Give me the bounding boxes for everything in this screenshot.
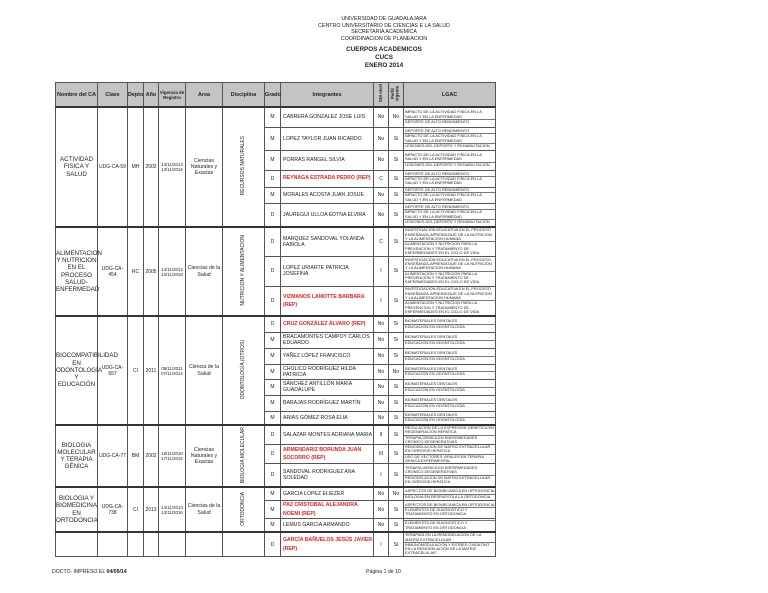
member-grado: D xyxy=(265,256,281,286)
lgac-item: TERAPIA GENICA EN ENFERMEDADES CRONICO DEGENERATIVAS xyxy=(405,434,478,444)
ca-vigencia: 14/11/2013 13/11/2016 xyxy=(159,487,186,532)
coordination-name: COORDINACION DE PLANEACION xyxy=(340,35,428,42)
lgac-item: INVESTIGACION EDUCATIVA EN EL PROCESO ENSEÑANZA-APRENDIZAJE DE LA NUTRICION Y LA ALIMENTACION HUMANA xyxy=(404,287,495,301)
member-grado: M xyxy=(265,187,281,203)
member-name: MARQUEZ SANDOVAL YOLANDA FABIOLA xyxy=(281,227,374,256)
member-lgac xyxy=(404,487,496,501)
member-perfil: Si xyxy=(389,127,404,150)
disciplina-label: ORTODONCIA xyxy=(239,491,246,526)
member-lgac xyxy=(404,107,496,127)
member-name: LOPEZ URIARTE PATRICIA JOSEFINA xyxy=(281,256,374,286)
member-name: ARIAS GÓMEZ ROSA ELIA xyxy=(281,411,374,425)
member-grado: M xyxy=(265,107,281,127)
col-perfil-label: Perfil vigente xyxy=(390,85,400,102)
center-name: CENTRO UNIVERSITARIO DE CIENCIAS E LA SALUD xyxy=(318,22,450,29)
member-name: PORRAS RANGEL SILVIA xyxy=(281,150,374,170)
lgac-item: INVESTIGACION EDUCATIVA EN EL PROCESO ENSEÑANZA-APRENDIZAJE DE LA NUTRICION Y LA ALIMENTACION HUMANA xyxy=(404,258,495,272)
member-name: LEMUS GARCIA ARMANDO xyxy=(281,518,374,532)
lgac-list xyxy=(404,520,495,530)
member-name: REYNAGA ESTRADA PEDRO (REP) xyxy=(281,170,374,187)
member-perfil: Si xyxy=(389,518,404,532)
member-sni: No xyxy=(374,395,389,411)
member-lgac xyxy=(404,532,496,556)
col-integrantes: Integrantes xyxy=(281,83,374,108)
lgac-item: DEPORTE DE ALTO RENDIMIENTO xyxy=(404,129,495,134)
member-grado: M xyxy=(265,332,281,348)
member-sni: C xyxy=(374,227,389,256)
member-perfil: Si xyxy=(389,332,404,348)
lgac-list xyxy=(404,413,495,423)
disciplina-label: RECURSOS NATURALES xyxy=(239,136,246,196)
lgac-item: LESIONES DEL DEPORTE Y REHABILITACION xyxy=(405,161,490,167)
member-lgac xyxy=(404,127,496,150)
col-area: Area xyxy=(186,83,223,108)
member-lgac xyxy=(404,316,496,332)
member-lgac xyxy=(404,464,496,487)
member-lgac xyxy=(404,364,496,379)
ca-depto: BM xyxy=(128,425,144,487)
lgac-item: BIOMATERIALES DENTALES xyxy=(404,335,495,340)
lgac-list xyxy=(404,398,495,408)
member-sni: No xyxy=(374,203,389,227)
ca-vigencia: 08/11/2011 07/11/2014 xyxy=(159,316,186,425)
member-sni: No xyxy=(374,379,389,395)
member-lgac xyxy=(404,379,496,395)
member-sni: No xyxy=(374,364,389,379)
lgac-item: EDUCACIÓN EN ODONTOLOGÍA xyxy=(405,386,465,392)
col-grado: Grado xyxy=(265,83,281,108)
ca-disciplina xyxy=(223,532,265,556)
member-name: VIZMANOS LAMOTTE BARBARA (REP) xyxy=(281,286,374,316)
table-row xyxy=(56,425,496,445)
lgac-item: USO DE VECTORES VIRALES EN TERAPIA GENICA EXPERIMENTAL xyxy=(405,453,484,464)
col-vigencia: Vigencia de Registro xyxy=(159,83,186,108)
member-name: BARAJAS RODRÍGUEZ MARTÍN xyxy=(281,395,374,411)
ca-area: Ciencias de la Salud xyxy=(186,227,223,316)
lgac-list xyxy=(404,489,495,499)
lgac-item: ASPECTOS DE BIOMECANICA EN ORTODONCIA xyxy=(405,501,495,507)
ca-anio: 2011 xyxy=(144,316,159,425)
ca-anio: 2002 xyxy=(144,425,159,487)
lgac-item: BIOMATERIALES DENTALES xyxy=(404,367,495,372)
member-grado: M xyxy=(265,501,281,518)
ca-anio: 2005 xyxy=(144,227,159,316)
lgac-item: EDUCACIÓN EN ODONTOLOGÍA xyxy=(405,339,465,345)
lgac-list xyxy=(404,153,495,167)
table-body xyxy=(56,107,496,556)
member-sni: II xyxy=(374,425,389,445)
member-sni: No xyxy=(374,107,389,127)
member-sni: I xyxy=(374,464,389,487)
ca-depto: MH xyxy=(128,107,144,227)
member-perfil: Si xyxy=(389,501,404,518)
disciplina-label: ODONTOLOGÍA (OTROS) xyxy=(239,339,246,400)
table-row xyxy=(56,316,496,332)
member-sni: No xyxy=(374,501,389,518)
lgac-item: BIOMATERIALES DENTALES xyxy=(404,413,495,418)
member-lgac xyxy=(404,150,496,170)
report-title xyxy=(0,46,768,71)
ca-anio: 2002 xyxy=(144,107,159,227)
university-name: UNIVERSIDAD DE GUADALAJARA xyxy=(341,16,427,22)
member-lgac xyxy=(404,445,496,464)
ca-depto: CI xyxy=(128,487,144,532)
member-name: ARMENDARIZ BORUNDA JUAN SOCORRO (REP) xyxy=(281,445,374,464)
lgac-list xyxy=(404,110,495,124)
member-name: LOPEZ TAYLOR JUAN RICARDO xyxy=(281,127,374,150)
member-lgac xyxy=(404,411,496,425)
member-name: GARCIA LOPEZ ELIEZER xyxy=(281,487,374,501)
lgac-item: EDUCACIÓN EN ODONTOLOGÍA xyxy=(405,417,465,423)
member-grado: D xyxy=(265,170,281,187)
ca-clave: UDG-CA-77 xyxy=(98,425,128,487)
member-sni: No xyxy=(374,411,389,425)
member-name: JAUREGUI ULLOA EDTNA ELVIRA xyxy=(281,203,374,227)
table-header-row xyxy=(56,83,496,108)
ca-name xyxy=(56,532,98,556)
member-sni: I xyxy=(374,256,389,286)
member-sni: No xyxy=(374,332,389,348)
academic-bodies-table xyxy=(55,82,496,557)
member-lgac xyxy=(404,501,496,518)
ca-depto: CI xyxy=(128,316,144,425)
table-row xyxy=(56,532,496,556)
lgac-list xyxy=(404,188,495,202)
lgac-item: BIOMATERIALES DENTALES xyxy=(404,382,495,387)
member-lgac xyxy=(404,227,496,256)
ca-clave: UDG-CA-454 xyxy=(98,227,128,316)
lgac-item: IMPACTO DE LA ACTIVIDAD FISICA EN LA SALUD Y EN LA ENFERMEDAD xyxy=(404,153,495,163)
col-anio: Año xyxy=(144,83,159,108)
member-sni: No xyxy=(374,316,389,332)
lgac-list xyxy=(404,228,495,255)
lgac-list xyxy=(404,533,495,555)
ca-area: Ciencia de la Salud xyxy=(186,316,223,425)
member-grado: D xyxy=(265,445,281,464)
lgac-item: INMUNOMODULACION Y ESTRES OXIDATIVO EN LA REMODELACIÓN DE LA MATRIZ EXTRACELULAR xyxy=(405,541,490,556)
lgac-item: BIOMATERIALES DENTALES xyxy=(404,351,495,356)
member-grado: M xyxy=(265,127,281,150)
member-name: CHOLICO RODRÍGUEZ HILDA PATRICIA xyxy=(281,364,374,379)
ca-depto: RC xyxy=(128,227,144,316)
col-disciplina: Disciplina xyxy=(223,83,265,108)
lgac-list xyxy=(404,503,495,517)
member-lgac xyxy=(404,203,496,227)
lgac-item: DEPORTE DE ALTO RENDIMIENTO xyxy=(404,205,495,210)
member-perfil: Si xyxy=(389,532,404,556)
ca-clave xyxy=(98,532,128,556)
member-grado: D xyxy=(265,532,281,556)
lgac-item: ALIMENTACION Y NUTRICION PARA LA PREVENCION Y TRATAMIENTO DE ENFERMEDADES EN EL CICLO DE VIDA xyxy=(405,270,480,285)
lgac-list xyxy=(404,287,495,314)
member-grado: M xyxy=(265,395,281,411)
lgac-list xyxy=(404,258,495,285)
lgac-item: IMPACTO DE LA ACTIVIDAD FISICA EN LA SALUD Y EN LA ENFERMEDAD xyxy=(404,110,495,120)
col-lgac: LGAC xyxy=(404,83,496,108)
member-name: CABRERA GONZALEZ JOSE LUIS xyxy=(281,107,374,127)
lgac-item: BIOMATERIALES DENTALES xyxy=(404,319,495,324)
col-depto: Depto xyxy=(128,83,144,108)
member-grado: D xyxy=(265,203,281,227)
table-row xyxy=(56,487,496,501)
ca-depto xyxy=(128,532,144,556)
col-sni xyxy=(374,83,389,108)
institution-header xyxy=(0,16,768,42)
member-lgac xyxy=(404,187,496,203)
lgac-item: ALIMENTACION Y NUTRICION PARA LA PREVENCION Y TRATAMIENTO DE ENFERMEDADES EN EL CICLO DE VIDA xyxy=(405,241,480,255)
ca-vigencia xyxy=(159,532,186,556)
lgac-item: DEPORTE DE ALTO RENDIMIENTO xyxy=(405,118,470,124)
member-sni: No xyxy=(374,150,389,170)
lgac-item: TERAPIA GENICA EN ENFERMEDADES CRONICO DEGENERATIVAS xyxy=(404,466,495,476)
member-grado: M xyxy=(265,518,281,532)
member-perfil: Si xyxy=(389,170,404,187)
member-sni: No xyxy=(374,127,389,150)
member-perfil: Si xyxy=(389,411,404,425)
ca-disciplina xyxy=(223,227,265,316)
lgac-list xyxy=(404,319,495,329)
member-grado: M xyxy=(265,487,281,501)
member-sni: No xyxy=(374,187,389,203)
ca-clave: UDG-CA-738 xyxy=(98,487,128,532)
member-grado: D xyxy=(265,286,281,316)
member-grado: D xyxy=(265,316,281,332)
ca-area: Ciencias de la Salud xyxy=(186,487,223,532)
member-lgac xyxy=(404,256,496,286)
member-name: GARCÍA BAÑUELOS JESÚS JAVIER (REP) xyxy=(281,532,374,556)
disciplina-label: BIOLOGIA MOLECULAR xyxy=(239,426,246,483)
member-perfil: Si xyxy=(389,187,404,203)
report-subtitle: CUCS xyxy=(375,54,393,62)
ca-name: BIOLOGIA Y BIOMEDICINA EN ORTODONCIA xyxy=(56,487,98,532)
lgac-list xyxy=(404,205,495,224)
table-row xyxy=(56,107,496,127)
lgac-item: LESIONES DEL DEPORTE Y REHABILITACION xyxy=(405,219,490,225)
lgac-item: EDUCACIÓN EN ODONTOLOGÍA xyxy=(405,402,465,408)
member-name: PAZ CRISTOBAL ALEJANDRA NOEMI (REP) xyxy=(281,501,374,518)
lgac-item: IMPACTO DE LA ACTIVIDAD FISICA EN LA SALUD Y EN LA ENFERMEDAD xyxy=(405,175,482,186)
lgac-item: INVESTIGACION EDUCATIVA EN EL PROCESO ENSEÑANZA-APRENDIZAJE DE LA NUTRICION Y LA ALIMENTACION HUMANA xyxy=(404,228,495,242)
ca-name: BIOLOGIA MOLECULAR Y TERAPIA GÉNICA xyxy=(56,425,98,487)
page-number: Página 1 de 10 xyxy=(366,569,401,575)
member-lgac xyxy=(404,170,496,187)
member-sni: No xyxy=(374,518,389,532)
member-name: BRACAMONTES CAMPOY CARLOS EDUARDO xyxy=(281,332,374,348)
lgac-item: EDUCACIÓN EN ODONTOLOGÍA xyxy=(405,371,465,376)
member-perfil: Si xyxy=(389,286,404,316)
member-name: YAÑEZ LÓPEZ FRANCISCO xyxy=(281,348,374,364)
lgac-list xyxy=(404,445,495,463)
member-grado: D xyxy=(265,227,281,256)
lgac-list xyxy=(404,367,495,377)
secretariat-name: SECRETARIA ACADEMICA xyxy=(351,29,417,36)
member-name: SALAZAR MONTES ADRIANA MARIA xyxy=(281,425,374,445)
member-perfil: No xyxy=(389,487,404,501)
member-perfil: Si xyxy=(389,316,404,332)
lgac-list xyxy=(404,426,495,444)
print-label: DOCTO. IMPRESO EL xyxy=(52,569,107,575)
member-perfil: No xyxy=(389,364,404,379)
lgac-list xyxy=(404,172,495,186)
member-perfil: Si xyxy=(389,379,404,395)
member-sni: C xyxy=(374,170,389,187)
lgac-item: IMPACTO DE LA ACTIVIDAD FISICA EN LA SALUD Y EN LA ENFERMEDAD xyxy=(404,134,495,144)
report-title-line: CUERPOS ACADEMICOS xyxy=(346,46,422,53)
member-lgac xyxy=(404,348,496,364)
col-nombre: Nombre del CA xyxy=(56,83,98,108)
member-name: MORALES ACOSTA JUAN JOSUE xyxy=(281,187,374,203)
member-name: CRUZ GONZÁLEZ ÁLVARO (REP) xyxy=(281,316,374,332)
member-grado: D xyxy=(265,425,281,445)
member-name: SANDOVAL RODRIGUEZ ANA SOLEDAD xyxy=(281,464,374,487)
member-lgac xyxy=(404,518,496,532)
lgac-list xyxy=(404,129,495,148)
ca-vigencia: 18/11/2010 17/11/2015 xyxy=(159,425,186,487)
lgac-item: EDUCACIÓN EN ODONTOLOGÍA xyxy=(405,323,465,329)
member-perfil: No xyxy=(389,107,404,127)
lgac-item: EDUCACIÓN EN ODONTOLOGÍA xyxy=(405,355,465,361)
lgac-list xyxy=(404,351,495,361)
member-sni: I xyxy=(374,532,389,556)
member-lgac xyxy=(404,332,496,348)
member-grado: M xyxy=(265,150,281,170)
ca-area: Ciencias Naturales y Exactas xyxy=(186,425,223,487)
lgac-item: DEPORTE DE ALTO RENDIMIENTO xyxy=(404,188,495,193)
ca-name: ACTIVIDAD FISICA Y SALUD xyxy=(56,107,98,227)
ca-clave: UDG-CA-657 xyxy=(98,316,128,425)
lgac-item: BIOLOGIA EN RESPUESTA A LA ORTODONCIA xyxy=(405,493,491,499)
member-perfil: Si xyxy=(389,227,404,256)
ca-disciplina xyxy=(223,487,265,532)
member-perfil: Si xyxy=(389,395,404,411)
member-lgac xyxy=(404,395,496,411)
table-row xyxy=(56,227,496,256)
member-perfil: Si xyxy=(389,150,404,170)
member-grado: M xyxy=(265,379,281,395)
print-date: 04/09/14 xyxy=(106,569,127,575)
col-sni-label: SNI nivel xyxy=(377,84,383,103)
ca-disciplina xyxy=(223,425,265,487)
member-perfil: Si xyxy=(389,348,404,364)
member-perfil: Si xyxy=(389,256,404,286)
member-lgac xyxy=(404,286,496,316)
ca-name: ALIMENTACION Y NUTRICION EN EL PROCESO SALUD-ENFERMEDAD xyxy=(56,227,98,316)
lgac-item: REMODELACION DE MATRIZ EXTRACELULAR EN CIRROSIS HEPATICA xyxy=(405,474,491,484)
print-info xyxy=(52,569,127,575)
report-date: ENERO 2014 xyxy=(364,62,404,70)
member-perfil: Si xyxy=(389,464,404,487)
lgac-item: ELEMENTOS DE DIAGNOSTICO Y TRATAMIENTO EN ORTODONCIA xyxy=(405,506,468,517)
member-sni: III xyxy=(374,445,389,464)
lgac-item: ELEMENTOS DE DIAGNOSTICO Y TRATAMIENTO EN ORTODONCIA xyxy=(405,520,468,530)
col-clave: Clave xyxy=(98,83,128,108)
member-grado: M xyxy=(265,364,281,379)
member-perfil: Si xyxy=(389,203,404,227)
lgac-item: TERAPIAS EN LA REMODELACION DE LA MATRIZ EXTRACELULAR xyxy=(404,533,495,543)
ca-disciplina xyxy=(223,107,265,227)
ca-clave: UDG-CA-59 xyxy=(98,107,128,227)
member-lgac xyxy=(404,425,496,445)
lgac-item: ASPECTOS DE BIOMECANICA EN ORTODONCIA xyxy=(405,488,495,494)
ca-anio xyxy=(144,532,159,556)
lgac-list xyxy=(404,466,495,484)
member-sni: No xyxy=(374,348,389,364)
ca-disciplina xyxy=(223,316,265,425)
member-grado: M xyxy=(265,411,281,425)
lgac-item: IMPACTO DE LA ACTIVIDAD FISICA EN LA SALUD Y EN LA ENFERMEDAD xyxy=(405,192,482,202)
lgac-item: REMODELACION DE MATRIZ EXTRACELULAR EN CIRROSIS HEPATICA xyxy=(404,445,495,455)
lgac-item: REGULACION DE LA EXPRESION GENETICA EN REGENERACION HEPATICA xyxy=(405,425,494,435)
ca-vigencia: 14/11/2013 13/11/2018 xyxy=(159,227,186,316)
member-sni: No xyxy=(374,487,389,501)
member-grado: M xyxy=(265,348,281,364)
ca-vigencia: 14/11/2013 13/11/2016 xyxy=(159,107,186,227)
member-perfil: Si xyxy=(389,425,404,445)
lgac-item: ALIMENTACION Y NUTRICION PARA LA PREVENCION Y TRATAMIENTO DE ENFERMEDADES EN EL CICLO DE VIDA xyxy=(405,300,480,314)
ca-name: BIOCOMPATIBILIDAD EN ODONTOLOGÍA Y EDUCACIÓN xyxy=(56,316,98,425)
ca-area xyxy=(186,532,223,556)
ca-area: Ciencias Naturales y Exactas xyxy=(186,107,223,227)
member-grado: D xyxy=(265,464,281,487)
member-perfil: Si xyxy=(389,445,404,464)
member-name: SÁNCHEZ ANTILLÓN MARÍA GUADALUPE xyxy=(281,379,374,395)
lgac-item: BIOMATERIALES DENTALES xyxy=(404,398,495,403)
col-perfil xyxy=(389,83,404,108)
lgac-item: IMPACTO DE LA ACTIVIDAD FISICA EN LA SALUD Y EN LA ENFERMEDAD xyxy=(404,210,495,220)
ca-anio: 2013 xyxy=(144,487,159,532)
lgac-item: LESIONES DEL DEPORTE Y REHABILITACION xyxy=(405,142,490,148)
disciplina-label: NUTRICION Y ALIMENTACION xyxy=(239,235,246,306)
lgac-list xyxy=(404,382,495,392)
lgac-item: DEPORTE DE ALTO RENDIMIENTO xyxy=(404,172,495,177)
member-sni: I xyxy=(374,286,389,316)
lgac-list xyxy=(404,335,495,345)
